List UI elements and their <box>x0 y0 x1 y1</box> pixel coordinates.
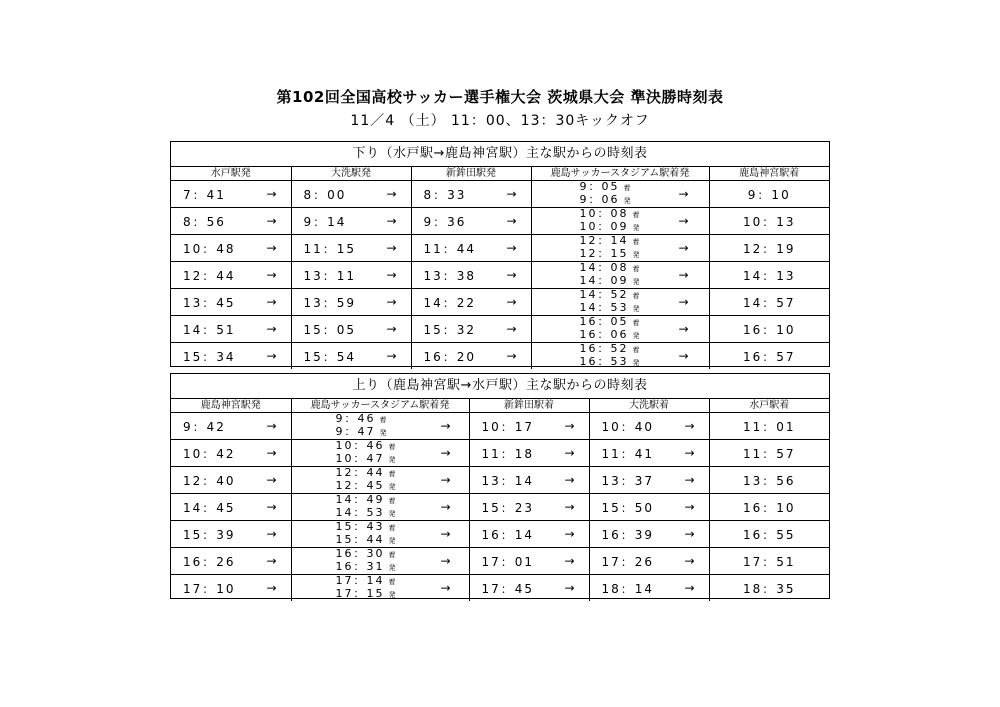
time-cell <box>709 316 829 343</box>
stadium-time-cell <box>291 521 469 548</box>
time-value: 13：45 <box>183 295 236 310</box>
arrival-time: 10：46 <box>335 439 385 452</box>
arrival-mark: 着 <box>632 211 640 219</box>
departure-time: 12：15 <box>579 247 629 260</box>
arrow-icon: → <box>440 419 451 433</box>
arrow-icon: → <box>266 419 277 433</box>
time-cell <box>589 467 709 494</box>
time-value: 14：57 <box>742 295 796 310</box>
time-cell <box>411 343 531 370</box>
page-subtitle: 11／4 （土） 11：00、13：30キックオフ <box>350 113 650 129</box>
time-value: 11：15 <box>303 241 357 256</box>
time-value: 17：45 <box>481 581 535 596</box>
time-cell <box>709 521 829 548</box>
departure-time: 16：53 <box>579 355 629 368</box>
table-row <box>171 467 829 494</box>
arrival-time: 10：08 <box>579 207 629 220</box>
time-cell <box>291 289 411 316</box>
time-cell <box>709 440 829 467</box>
arrow-icon: → <box>386 349 397 363</box>
column-header: 水戸駅着 <box>709 399 829 413</box>
departure-time: 16：06 <box>579 328 629 341</box>
table-row <box>171 575 829 602</box>
time-value: 12：44 <box>183 268 236 283</box>
time-cell <box>589 440 709 467</box>
time-cell <box>709 548 829 575</box>
time-value: 10：48 <box>183 241 236 256</box>
time-value: 13：56 <box>742 473 796 488</box>
arrow-icon: → <box>564 473 575 487</box>
time-value: 14：51 <box>183 322 236 337</box>
arrow-icon: → <box>266 295 277 309</box>
arrival-mark: 着 <box>388 470 396 478</box>
time-value: 10：42 <box>183 446 236 461</box>
time-cell <box>171 467 291 494</box>
time-value: 16：10 <box>742 322 796 337</box>
time-cell <box>291 262 411 289</box>
time-cell <box>709 343 829 370</box>
time-cell <box>469 467 589 494</box>
table-row <box>171 289 829 316</box>
arrow-icon: → <box>564 554 575 568</box>
arrow-icon: → <box>266 473 277 487</box>
arrow-icon: → <box>684 446 695 460</box>
departure-time: 16：31 <box>335 560 385 573</box>
arrival-mark: 着 <box>388 443 396 451</box>
down-table <box>171 167 829 369</box>
departure-time: 14：53 <box>335 506 385 519</box>
arrow-icon: → <box>440 473 451 487</box>
departure-mark: 発 <box>632 224 640 232</box>
stadium-time-cell <box>291 467 469 494</box>
time-value: 13：59 <box>303 295 357 310</box>
departure-time: 17：15 <box>335 587 385 600</box>
arrow-icon: → <box>678 322 689 336</box>
time-cell <box>411 181 531 208</box>
column-header: 鹿島神宮駅着 <box>709 167 829 181</box>
arrow-icon: → <box>684 500 695 514</box>
arrow-icon: → <box>266 446 277 460</box>
arrow-icon: → <box>266 268 277 282</box>
arrow-icon: → <box>506 295 517 309</box>
down-timetable <box>170 141 830 367</box>
time-value: 7：41 <box>183 187 226 202</box>
arrow-icon: → <box>266 527 277 541</box>
table-row <box>171 521 829 548</box>
time-cell <box>411 208 531 235</box>
time-cell <box>171 262 291 289</box>
arrival-mark: 着 <box>632 238 640 246</box>
time-value: 11：18 <box>481 446 535 461</box>
time-value: 12：40 <box>183 473 236 488</box>
time-cell <box>171 575 291 602</box>
arrival-time: 9：46 <box>335 412 376 425</box>
time-value: 14：45 <box>183 500 236 515</box>
departure-time: 9：06 <box>579 193 620 206</box>
arrival-mark: 着 <box>623 184 631 192</box>
stadium-time-cell <box>531 208 709 235</box>
time-value: 16：39 <box>601 527 655 542</box>
arrival-mark: 着 <box>388 524 396 532</box>
up-heading: 上り（鹿島神宮駅→水戸駅）主な駅からの時刻表 <box>171 374 829 399</box>
table-row <box>171 343 829 370</box>
time-cell <box>291 343 411 370</box>
arrival-mark: 着 <box>388 497 396 505</box>
time-cell <box>171 548 291 575</box>
time-value: 15：05 <box>303 322 357 337</box>
time-value: 17：01 <box>481 554 535 569</box>
time-cell <box>709 289 829 316</box>
time-cell <box>589 548 709 575</box>
arrow-icon: → <box>678 268 689 282</box>
time-cell <box>171 289 291 316</box>
departure-mark: 発 <box>388 483 396 491</box>
arrival-time: 14：49 <box>335 493 385 506</box>
table-row <box>171 440 829 467</box>
time-value: 12：19 <box>742 241 796 256</box>
column-header: 鹿島サッカースタジアム駅着発 <box>291 399 469 413</box>
time-value: 14：13 <box>742 268 796 283</box>
time-value: 15：39 <box>183 527 236 542</box>
time-value: 9：10 <box>747 187 791 202</box>
time-value: 10：13 <box>742 214 796 229</box>
time-value: 11：44 <box>423 241 477 256</box>
stadium-time-cell <box>531 235 709 262</box>
time-cell <box>411 316 531 343</box>
arrival-mark: 着 <box>632 319 640 327</box>
departure-time: 10：09 <box>579 220 629 233</box>
time-cell <box>171 494 291 521</box>
time-cell <box>709 467 829 494</box>
time-value: 18：14 <box>601 581 655 596</box>
table-row <box>171 413 829 440</box>
arrival-time: 12：14 <box>579 234 629 247</box>
departure-time: 14：53 <box>579 301 629 314</box>
time-cell <box>411 235 531 262</box>
arrival-mark: 着 <box>388 578 396 586</box>
departure-mark: 発 <box>623 197 631 205</box>
up-timetable <box>170 373 830 599</box>
stadium-time-cell <box>531 262 709 289</box>
time-value: 8：33 <box>423 187 467 202</box>
arrow-icon: → <box>678 349 689 363</box>
time-cell <box>589 575 709 602</box>
arrow-icon: → <box>684 473 695 487</box>
time-cell <box>411 289 531 316</box>
arrow-icon: → <box>266 187 277 201</box>
arrow-icon: → <box>564 500 575 514</box>
arrival-time: 9：05 <box>579 180 620 193</box>
time-cell <box>291 208 411 235</box>
time-cell <box>589 413 709 440</box>
time-value: 17：26 <box>601 554 655 569</box>
time-value: 16：55 <box>742 527 796 542</box>
departure-mark: 発 <box>632 332 640 340</box>
column-header: 大洗駅発 <box>291 167 411 181</box>
time-cell <box>709 262 829 289</box>
time-cell <box>291 316 411 343</box>
time-value: 11：41 <box>601 446 655 461</box>
arrow-icon: → <box>506 322 517 336</box>
arrow-icon: → <box>564 419 575 433</box>
arrival-mark: 着 <box>632 292 640 300</box>
column-header: 新鉾田駅発 <box>411 167 531 181</box>
stadium-time-cell <box>531 343 709 370</box>
arrival-time: 17：14 <box>335 574 385 587</box>
time-value: 16：10 <box>742 500 796 515</box>
arrow-icon: → <box>440 581 451 595</box>
arrow-icon: → <box>386 214 397 228</box>
arrow-icon: → <box>564 581 575 595</box>
column-header: 鹿島神宮駅発 <box>171 399 291 413</box>
time-cell <box>709 413 829 440</box>
stadium-time-cell <box>291 575 469 602</box>
time-value: 13：11 <box>303 268 357 283</box>
arrow-icon: → <box>266 554 277 568</box>
time-value: 8：56 <box>183 214 226 229</box>
time-cell <box>469 575 589 602</box>
time-value: 10：40 <box>601 419 655 434</box>
arrow-icon: → <box>678 241 689 255</box>
table-row <box>171 316 829 343</box>
arrival-time: 12：44 <box>335 466 385 479</box>
arrival-mark: 着 <box>379 416 387 424</box>
arrival-mark: 着 <box>632 265 640 273</box>
arrow-icon: → <box>266 322 277 336</box>
arrow-icon: → <box>440 527 451 541</box>
time-cell <box>171 316 291 343</box>
departure-mark: 発 <box>388 456 396 464</box>
table-row <box>171 208 829 235</box>
departure-mark: 発 <box>388 537 396 545</box>
arrow-icon: → <box>266 581 277 595</box>
time-cell <box>709 208 829 235</box>
stadium-time-cell <box>291 548 469 575</box>
time-cell <box>589 494 709 521</box>
arrow-icon: → <box>506 187 517 201</box>
time-cell <box>171 413 291 440</box>
arrival-time: 16：30 <box>335 547 385 560</box>
time-cell <box>291 235 411 262</box>
arrow-icon: → <box>506 349 517 363</box>
arrow-icon: → <box>684 527 695 541</box>
arrow-icon: → <box>564 527 575 541</box>
arrival-mark: 着 <box>388 551 396 559</box>
time-cell <box>469 548 589 575</box>
time-value: 9：36 <box>423 214 467 229</box>
time-cell <box>411 262 531 289</box>
departure-mark: 発 <box>379 429 387 437</box>
arrival-time: 15：43 <box>335 520 385 533</box>
arrow-icon: → <box>386 268 397 282</box>
arrival-mark: 着 <box>632 346 640 354</box>
departure-time: 14：09 <box>579 274 629 287</box>
page-title: 第102回全国高校サッカー選手権大会 茨城県大会 準決勝時刻表 <box>276 88 724 106</box>
time-value: 9：42 <box>183 419 226 434</box>
time-value: 16：14 <box>481 527 535 542</box>
departure-mark: 発 <box>632 278 640 286</box>
table-row <box>171 262 829 289</box>
time-cell <box>709 235 829 262</box>
stadium-time-cell <box>291 440 469 467</box>
stadium-time-cell <box>291 494 469 521</box>
time-cell <box>469 440 589 467</box>
stadium-time-cell <box>291 413 469 440</box>
arrow-icon: → <box>386 187 397 201</box>
arrow-icon: → <box>266 241 277 255</box>
time-cell <box>709 494 829 521</box>
column-header: 水戸駅発 <box>171 167 291 181</box>
departure-mark: 発 <box>388 591 396 599</box>
arrow-icon: → <box>386 322 397 336</box>
arrow-icon: → <box>684 581 695 595</box>
arrow-icon: → <box>440 446 451 460</box>
time-cell <box>589 521 709 548</box>
arrow-icon: → <box>506 214 517 228</box>
time-value: 18：35 <box>742 581 796 596</box>
time-value: 11：01 <box>742 419 796 434</box>
time-value: 8：00 <box>303 187 347 202</box>
arrow-icon: → <box>440 554 451 568</box>
time-value: 16：57 <box>742 349 796 364</box>
arrow-icon: → <box>386 241 397 255</box>
arrow-icon: → <box>684 554 695 568</box>
arrow-icon: → <box>678 214 689 228</box>
table-row <box>171 181 829 208</box>
column-header: 大洗駅着 <box>589 399 709 413</box>
time-value: 15：23 <box>481 500 535 515</box>
column-header: 新鉾田駅着 <box>469 399 589 413</box>
arrow-icon: → <box>266 500 277 514</box>
arrow-icon: → <box>266 349 277 363</box>
departure-mark: 発 <box>632 359 640 367</box>
arrow-icon: → <box>506 241 517 255</box>
time-value: 15：34 <box>183 349 236 364</box>
arrival-time: 14：52 <box>579 288 629 301</box>
time-value: 10：17 <box>481 419 535 434</box>
table-row <box>171 548 829 575</box>
arrival-time: 16：05 <box>579 315 629 328</box>
departure-time: 10：47 <box>335 452 385 465</box>
time-value: 15：50 <box>601 500 655 515</box>
table-row <box>171 235 829 262</box>
time-cell <box>291 181 411 208</box>
time-value: 13：14 <box>481 473 535 488</box>
time-value: 15：54 <box>303 349 357 364</box>
time-cell <box>171 440 291 467</box>
time-value: 14：22 <box>423 295 477 310</box>
departure-time: 15：44 <box>335 533 385 546</box>
time-cell <box>171 235 291 262</box>
arrival-time: 16：52 <box>579 342 629 355</box>
arrow-icon: → <box>266 214 277 228</box>
time-value: 17：10 <box>183 581 236 596</box>
table-row <box>171 494 829 521</box>
arrow-icon: → <box>386 295 397 309</box>
time-value: 9：14 <box>303 214 347 229</box>
time-cell <box>469 494 589 521</box>
arrow-icon: → <box>440 500 451 514</box>
time-value: 16：26 <box>183 554 236 569</box>
departure-mark: 発 <box>632 251 640 259</box>
time-value: 15：32 <box>423 322 477 337</box>
time-cell <box>171 521 291 548</box>
departure-time: 12：45 <box>335 479 385 492</box>
arrow-icon: → <box>564 446 575 460</box>
time-cell <box>171 181 291 208</box>
arrow-icon: → <box>678 295 689 309</box>
arrival-time: 14：08 <box>579 261 629 274</box>
arrow-icon: → <box>678 187 689 201</box>
time-cell <box>469 521 589 548</box>
time-cell <box>469 413 589 440</box>
time-value: 17：51 <box>742 554 796 569</box>
time-value: 13：38 <box>423 268 477 283</box>
stadium-time-cell <box>531 181 709 208</box>
stadium-time-cell <box>531 289 709 316</box>
departure-mark: 発 <box>632 305 640 313</box>
arrow-icon: → <box>506 268 517 282</box>
stadium-time-cell <box>531 316 709 343</box>
departure-mark: 発 <box>388 564 396 572</box>
time-cell <box>709 181 829 208</box>
arrow-icon: → <box>684 419 695 433</box>
time-cell <box>171 343 291 370</box>
time-value: 13：37 <box>601 473 655 488</box>
down-heading: 下り（水戸駅→鹿島神宮駅）主な駅からの時刻表 <box>171 142 829 167</box>
time-cell <box>171 208 291 235</box>
up-table <box>171 399 829 601</box>
time-value: 16：20 <box>423 349 477 364</box>
departure-time: 9：47 <box>335 425 376 438</box>
time-cell <box>709 575 829 602</box>
time-value: 11：57 <box>742 446 796 461</box>
departure-mark: 発 <box>388 510 396 518</box>
column-header: 鹿島サッカースタジアム駅着発 <box>531 167 709 181</box>
